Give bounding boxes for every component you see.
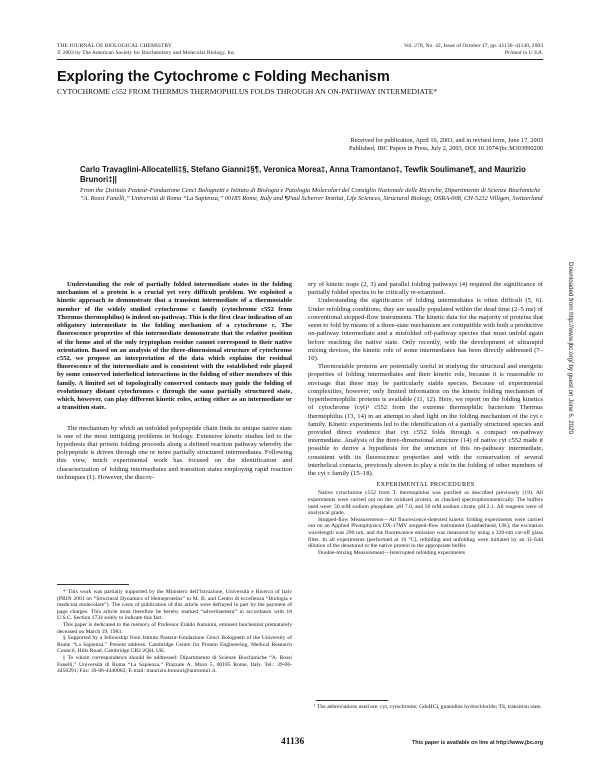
article-title: Exploring the Cytochrome c Folding Mechanism (57, 69, 390, 85)
right-footnote (308, 704, 543, 711)
abbreviations-footnote: ¹ The abbreviations used are: cyt, cytochrome; GdnHCl, guanidine hydrochloride; TS, transition state. (314, 704, 542, 710)
abstract: Understanding the role of partially folded intermediate states in the folding mechanism of a protein is a crucial yet very difficult problem. We exploited a kinetic approach to demonstrate that a transient intermediate of a thermostable member of the widely studied cytochrome c family (cytochrome c552 from Thermus thermophilus) is indeed on-pathway. This is the first clear indication of an obligatory intermediate in the folding mechanism of a cytochrome c. The fluorescence properties of this intermediate demonstrate that the relative position of the heme and of the only tryptophan residue cannot correspond to their native orientation. Based on an analysis of the three-dimensional structure of cytochrome c552, we propose an interpretation of the data which explains the residual fluorescence of the intermediate and is consistent with the established role played by some conserved interhelical interactions in the folding of other members of this family. A limited set of topologically conserved contacts may guide the folding of evolutionary distant cytochromes c through the same partially structured state, which, however, can play different kinetic roles, acting either as an intermediate or a transition state. (57, 281, 292, 412)
volume-header (404, 43, 543, 56)
paragraph-4: Native cytochrome c552 from T. thermophilus was purified as described previously (19). All experiments were carried out on the oxidized protein, as checked spectrophotometrically. The buffers used were: 50 mM sodium phosphate, pH 7.0, and 50 mM sodium citrate, pH 2.1. All reagents were of analytical grade. (308, 490, 543, 517)
published-date: Published, JBC Papers in Press, July 2, 2003, DOI 10.1074/jbc.M303990200 (349, 144, 543, 152)
section-heading: EXPERIMENTAL PROCEDURES (376, 481, 475, 489)
footer-note: This paper is available on line at http://www.jbc.org (412, 740, 543, 746)
paragraph-3: Thermostable proteins are potentially useful in studying the structural and energetic properties of folding intermediates and their kinetic role, because it is reasonable to envisage that these may be particularly stable species. Because of experimental complexities, however, only limited information on the kinetic folding mechanism of hyperthermophilic proteins is available (11, 12). Here, we report on the folding kinetics of cytochrome (cyt)¹ c552 from the extreme thermophilic bacterium Thermus thermophilus (13, 14) in an attempt to shed light on the folding mechanism of the cyt c family. Kinetic experiments led to the identification of a partially structured species and provided direct evidence that cyt c552 folds through a compact on-pathway intermediate. Analysis of the three-dimensional structure (14) of native cyt c552 made it possible to derive a hypothesis for the structure of this on-pathway intermediate, consistent with its fluorescence properties and with the conservation of several interhelical contacts, previously shown to play a role in the folding of other members of the cyt c family (15–18). (308, 363, 543, 478)
footnote-rule-right (316, 700, 388, 701)
author-list: Carlo Travaglini-Allocatelli‡§, Stefano Gianni‡§¶, Veronica Morea‡, Anna Tramontano‡, Tewfik Soulimane¶, and Maurizio Brunori‡|| (80, 165, 526, 184)
footnote-fellowship: § Supported by a fellowship from Istituto Pasteur-Fondazione Cenci Bolognetti of the University of Rome “La Sapienza.” Present address: Cambridge Centre for Protein Engineering, Medical Research Council, Hills Road, Cambridge CB2 2QH, UK. (57, 635, 292, 655)
printed-in: Printed in U.S.A. (504, 49, 543, 56)
header-rule (57, 59, 543, 60)
paragraph-2: Understanding the significance of folding intermediates is often difficult (5, 6). Under refolding conditions, they are usually populated within the dead time (2–5 ms) of conventional stopped-flow instruments. The kinetic data for the majority of proteins that seem to fold by means of a three-state mechanism are compatible with both a productive on-pathway intermediate and a misfolded off-pathway species that must unfold again before reaching the native state. Only recently, with the development of ultrarapid mixing devices, the kinetic role of some intermediates has been directly addressed (7–10). (308, 297, 543, 362)
journal-header (57, 43, 236, 56)
footnote-correspondence: || To whom correspondence should be addressed: Dipartimento di Scienze Biochimiche “A. Rossi Fanelli,” Università di Roma “La Sapienza,” Piazzale A. Moro 5, 00185 Rome, Italy. Tel.: 39-06-4450291; Fax: 39-06-4440062; E-mail: maurizio.brunori@uniroma1.it. (57, 654, 292, 675)
publication-dates (103, 137, 543, 152)
received-date: Received for publication, April 16, 2003, and in revised form, June 17, 2003 (350, 137, 543, 144)
right-column (308, 281, 543, 556)
affiliations: From the ‡Istituto Pasteur-Fondazione Cenci Bolognetti e Istituto di Biologia e Patologia Molecolari del Consiglio Nazionale delle Ricerche, Dipartimento di Scienze Biochimiche “A. Rossi Fanelli,” Università di Roma “La Sapienza,” 00185 Rome, Italy and ¶Paul Scherrer Institut, Life Sciences, Structural Biology, OSRA-008, CH-5232 Villigen, Switzerland (80, 187, 543, 202)
footnote-funding: * This work was partially supported by the Ministero dell’Istruzione, Università e Ricerca of Italy (PRIN 2001 on “Structural Dynamics of Hemeproteins” to M. B. and Centro di eccellenza “Biologia e medicina molecolare”). The costs of publication of this article were defrayed in part by the payment of page charges. This article must therefore be hereby marked “advertisement” in accordance with 18 U.S.C. Section 1734 solely to indicate this fact. (57, 589, 292, 622)
paragraph-1: ery of kinetic traps (2, 3) and parallel folding pathways (4) required the significance of partially folded species to be critically re-examined. (308, 281, 543, 297)
download-note-text: Downloaded from http://www.jbc.org/ by guest on June 6, 2020 (567, 262, 574, 434)
left-footnotes (57, 589, 292, 675)
journal-name: THE JOURNAL OF BIOLOGICAL CHEMISTRY (57, 43, 172, 49)
page-number: 41136 (281, 737, 305, 747)
left-column (57, 281, 292, 482)
article-subtitle: CYTOCHROME c552 FROM THERMUS THERMOPHILUS FOLDS THROUGH AN ON-PATHWAY INTERMEDIATE* (57, 87, 438, 96)
paragraph-6: Double-mixing Measurement—Interrupted refolding experiments (318, 549, 466, 556)
footnote-dedication: This paper is dedicated to the memory of Professor Eraldo Antonini, eminent biochemist prematurely deceased on March 19, 1983. (57, 621, 292, 635)
volume-info: Vol. 278, No. 42, Issue of October 17, pp. 41136–41140, 2003 (403, 43, 543, 49)
paragraph-5: Stopped-flow Measurements—All fluorescence-detected kinetic folding experiments were carried out on an Applied Photophysics DX-17MV stopped-flow instrument (Leatherhead, UK); the excitation wavelength was 290 nm, and the fluorescence emission was measured by using a 320-nm cut-off glass filter. In all experiments (performed at 10 °C), refolding and unfolding were initiated by an 11-fold dilution of the denatured or the native protein in the appropriate buffer. (308, 516, 543, 550)
footnote-rule-left (57, 584, 129, 585)
copyright-line: © 2003 by The American Society for Biochemistry and Molecular Biology, Inc. (57, 49, 236, 56)
intro-paragraph: The mechanism by which an unfolded polypeptide chain finds its unique native state is one of the most intriguing problems in biology. Extensive kinetic studies led to the hypothesis that protein folding proceeds along a defined reaction pathway whereby the polypeptide is driven through one or more partially structured intermediates. Following this view, much experimental work has focused on the identification and characterization of folding intermediates and transition states employing rapid reaction techniques (1). However, the discov- (57, 424, 292, 481)
download-note (566, 262, 578, 622)
